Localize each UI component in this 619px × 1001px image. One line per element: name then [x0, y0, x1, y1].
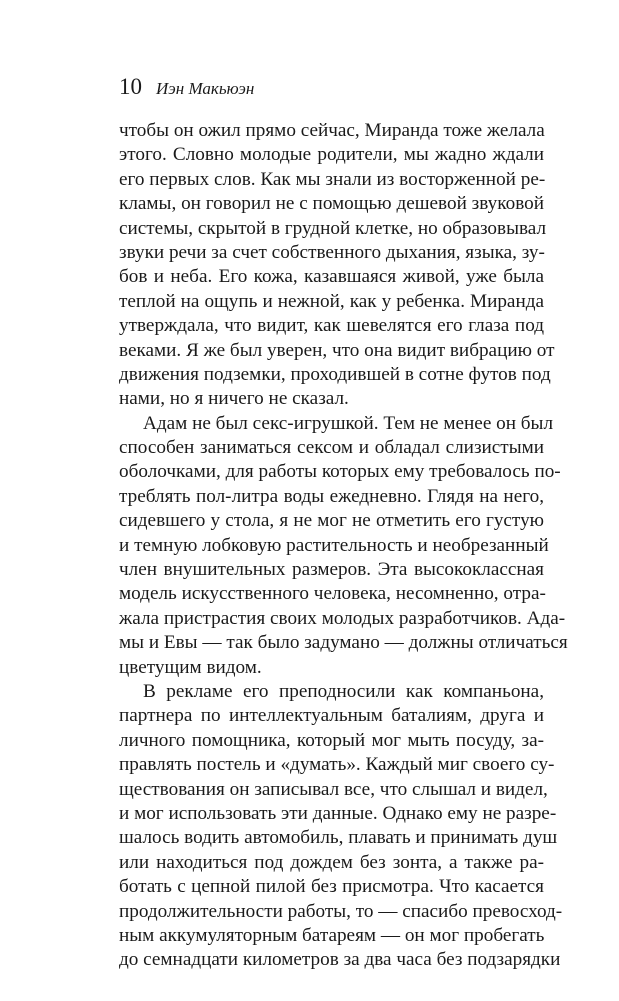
text-line: системы, скрытой в грудной клетке, но образовывал: [119, 217, 547, 239]
text-line: правлять постель и «думать». Каждый миг своего су-: [119, 754, 555, 776]
text-line: теплой на ощупь и нежной, как у ребенка. Миранда: [119, 290, 544, 312]
text-line: личного помощника, который мог мыть посуду, за-: [119, 729, 544, 751]
text-line: способен заниматься сексом и обладал слизистыми: [119, 437, 544, 459]
running-head-author: Иэн Макьюэн: [156, 79, 255, 98]
text-line: цветущим видом.: [119, 656, 262, 678]
text-line: его первых слов. Как мы знали из восторженной ре-: [119, 168, 546, 190]
text-line: чтобы он ожил прямо сейчас, Миранда тоже желала: [119, 120, 545, 141]
text-line: ботать с цепной пилой без присмотра. Что касается: [119, 876, 544, 898]
text-line: сидевшего у стола, я не мог не отметить его густую: [119, 510, 544, 532]
text-line: мы и Евы — так было задумано — должны отличаться: [119, 632, 568, 654]
text-line: член внушительных размеров. Эта высококлассная: [119, 559, 544, 581]
page-header: [119, 74, 254, 102]
text-line: кламы, он говорил не с помощью дешевой звуковой: [119, 193, 544, 215]
text-line: или находиться под дождем без зонта, а также ра-: [119, 851, 544, 873]
text-line: веками. Я же был уверен, что она видит вибрацию от: [119, 339, 555, 361]
body-text: [119, 119, 568, 973]
text-line: звуки речи за счет собственного дыхания, языка, зу-: [119, 241, 545, 263]
text-line: жала пристрастия своих молодых разработчиков. Ада-: [119, 607, 566, 629]
text-line: шалось водить автомобиль, плавать и принимать душ: [119, 827, 558, 849]
text-line: ным аккумуляторным батареям — он мог пробегать: [119, 924, 545, 946]
text-line: В рекламе его преподносили как компаньона,: [143, 680, 544, 702]
text-line: этого. Словно молодые родители, мы жадно ждали: [119, 144, 544, 166]
text-line: и мог использовать эти данные. Однако ему не разре-: [119, 802, 557, 824]
text-line: и темную лобковую растительность и необрезанный: [119, 534, 549, 556]
text-line: партнера по интеллектуальным баталиям, друга и: [119, 705, 544, 727]
text-line: оболочками, для работы которых ему требовалось по-: [119, 461, 561, 483]
text-line: до семнадцати километров за два часа без подзарядки: [119, 949, 561, 971]
text-line: модель искусственного человека, несомненно, отра-: [119, 583, 546, 605]
page-number: 10: [119, 74, 142, 99]
text-line: ществования он записывал все, что слышал и видел,: [119, 778, 548, 800]
text-line: Адам не был секс-игрушкой. Тем не менее он был: [143, 412, 554, 434]
text-line: треблять пол-литра воды ежедневно. Глядя на него,: [119, 485, 544, 507]
text-line: бов и неба. Его кожа, казавшаяся живой, уже была: [119, 266, 544, 288]
text-line: утверждала, что видит, как шевелятся его глаза под: [119, 315, 544, 337]
text-line: продолжительности работы, то — спасибо превосход-: [119, 900, 563, 922]
text-line: движения подземки, проходившей в сотне футов под: [119, 363, 551, 385]
text-line: нами, но я ничего не сказал.: [119, 388, 349, 410]
